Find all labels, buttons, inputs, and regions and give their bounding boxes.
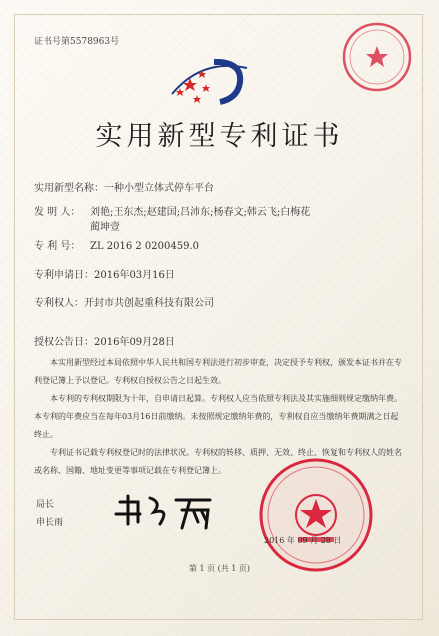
sipo-emblem-icon — [162, 50, 262, 110]
certificate-number — [34, 34, 119, 47]
body-paragraph-2: 本专利的专利权期限为十年，自申请日起算。专利权人应当依照专利法及其实施细则规定缴纳年费。本专利的年费应当在每年03月16日前缴纳。未按照规定缴纳年费的，专利权自应当缴纳年费期满之日起终止。 — [34, 394, 402, 439]
patent-number-label: 专 利 号： — [34, 241, 81, 252]
director-name-label: 申长雨 — [36, 518, 64, 528]
grant-date-row — [34, 333, 175, 348]
inventor-row — [34, 203, 310, 218]
signature-icon — [110, 484, 222, 532]
page-indicator: 第 1 页 (共 1 页) — [188, 564, 251, 573]
grant-date-value: 2016年09月28日 — [94, 337, 175, 348]
patentee-label: 专利权人： — [34, 298, 84, 309]
body-paragraph-3: 专利证书记载专利权登记时的法律状况。专利权的转移、质押、无效、终止、恢复和专利权人的姓名或名称、国籍、地址变更等事项记载在专利登记簿上。 — [34, 448, 402, 475]
utility-model-name-value: 一种小型立体式停车平台 — [104, 183, 214, 194]
seal-date — [264, 535, 341, 546]
certificate-number-value: 5578963号 — [70, 37, 120, 47]
utility-model-name-label: 实用新型名称： — [34, 183, 104, 194]
inventor-value-line2: 蔺坤壹 — [90, 222, 120, 233]
certificate-number-label: 证书号第 — [34, 37, 71, 47]
filing-date-label: 专利申请日： — [34, 270, 94, 281]
patent-number-value: ZL 2016 2 0200459.0 — [90, 241, 200, 252]
patentee-value: 开封市共创起重科技有限公司 — [84, 298, 214, 309]
filing-date-value: 2016年03月16日 — [94, 270, 175, 281]
seal-date-value: 2016 年 09 月 28 日 — [264, 536, 342, 545]
filing-date-row — [34, 266, 175, 281]
page-title: 实用新型专利证书 — [95, 121, 344, 152]
director-title — [36, 497, 54, 510]
official-seal-icon — [254, 455, 378, 575]
grant-date-label: 授权公告日： — [34, 337, 94, 348]
director-title-label: 局长 — [36, 500, 55, 510]
top-seal-icon — [340, 20, 414, 94]
utility-model-name-row — [34, 179, 214, 194]
director-name — [36, 515, 63, 528]
body-paragraph-1: 本实用新型经过本局依照中华人民共和国专利法进行初步审查，决定授予专利权，颁发本证书并在专利登记簿上予以登记。专利权自授权公告之日起生效。 — [34, 358, 402, 385]
inventor-row-continued — [90, 218, 120, 233]
inventor-value: 刘艳;王东杰;赵建国;吕沛东;杨春文;韩云飞;白梅花 — [90, 207, 311, 218]
patentee-row — [34, 294, 214, 309]
patent-number-row — [34, 237, 199, 252]
inventor-label: 发 明 人： — [34, 207, 81, 218]
